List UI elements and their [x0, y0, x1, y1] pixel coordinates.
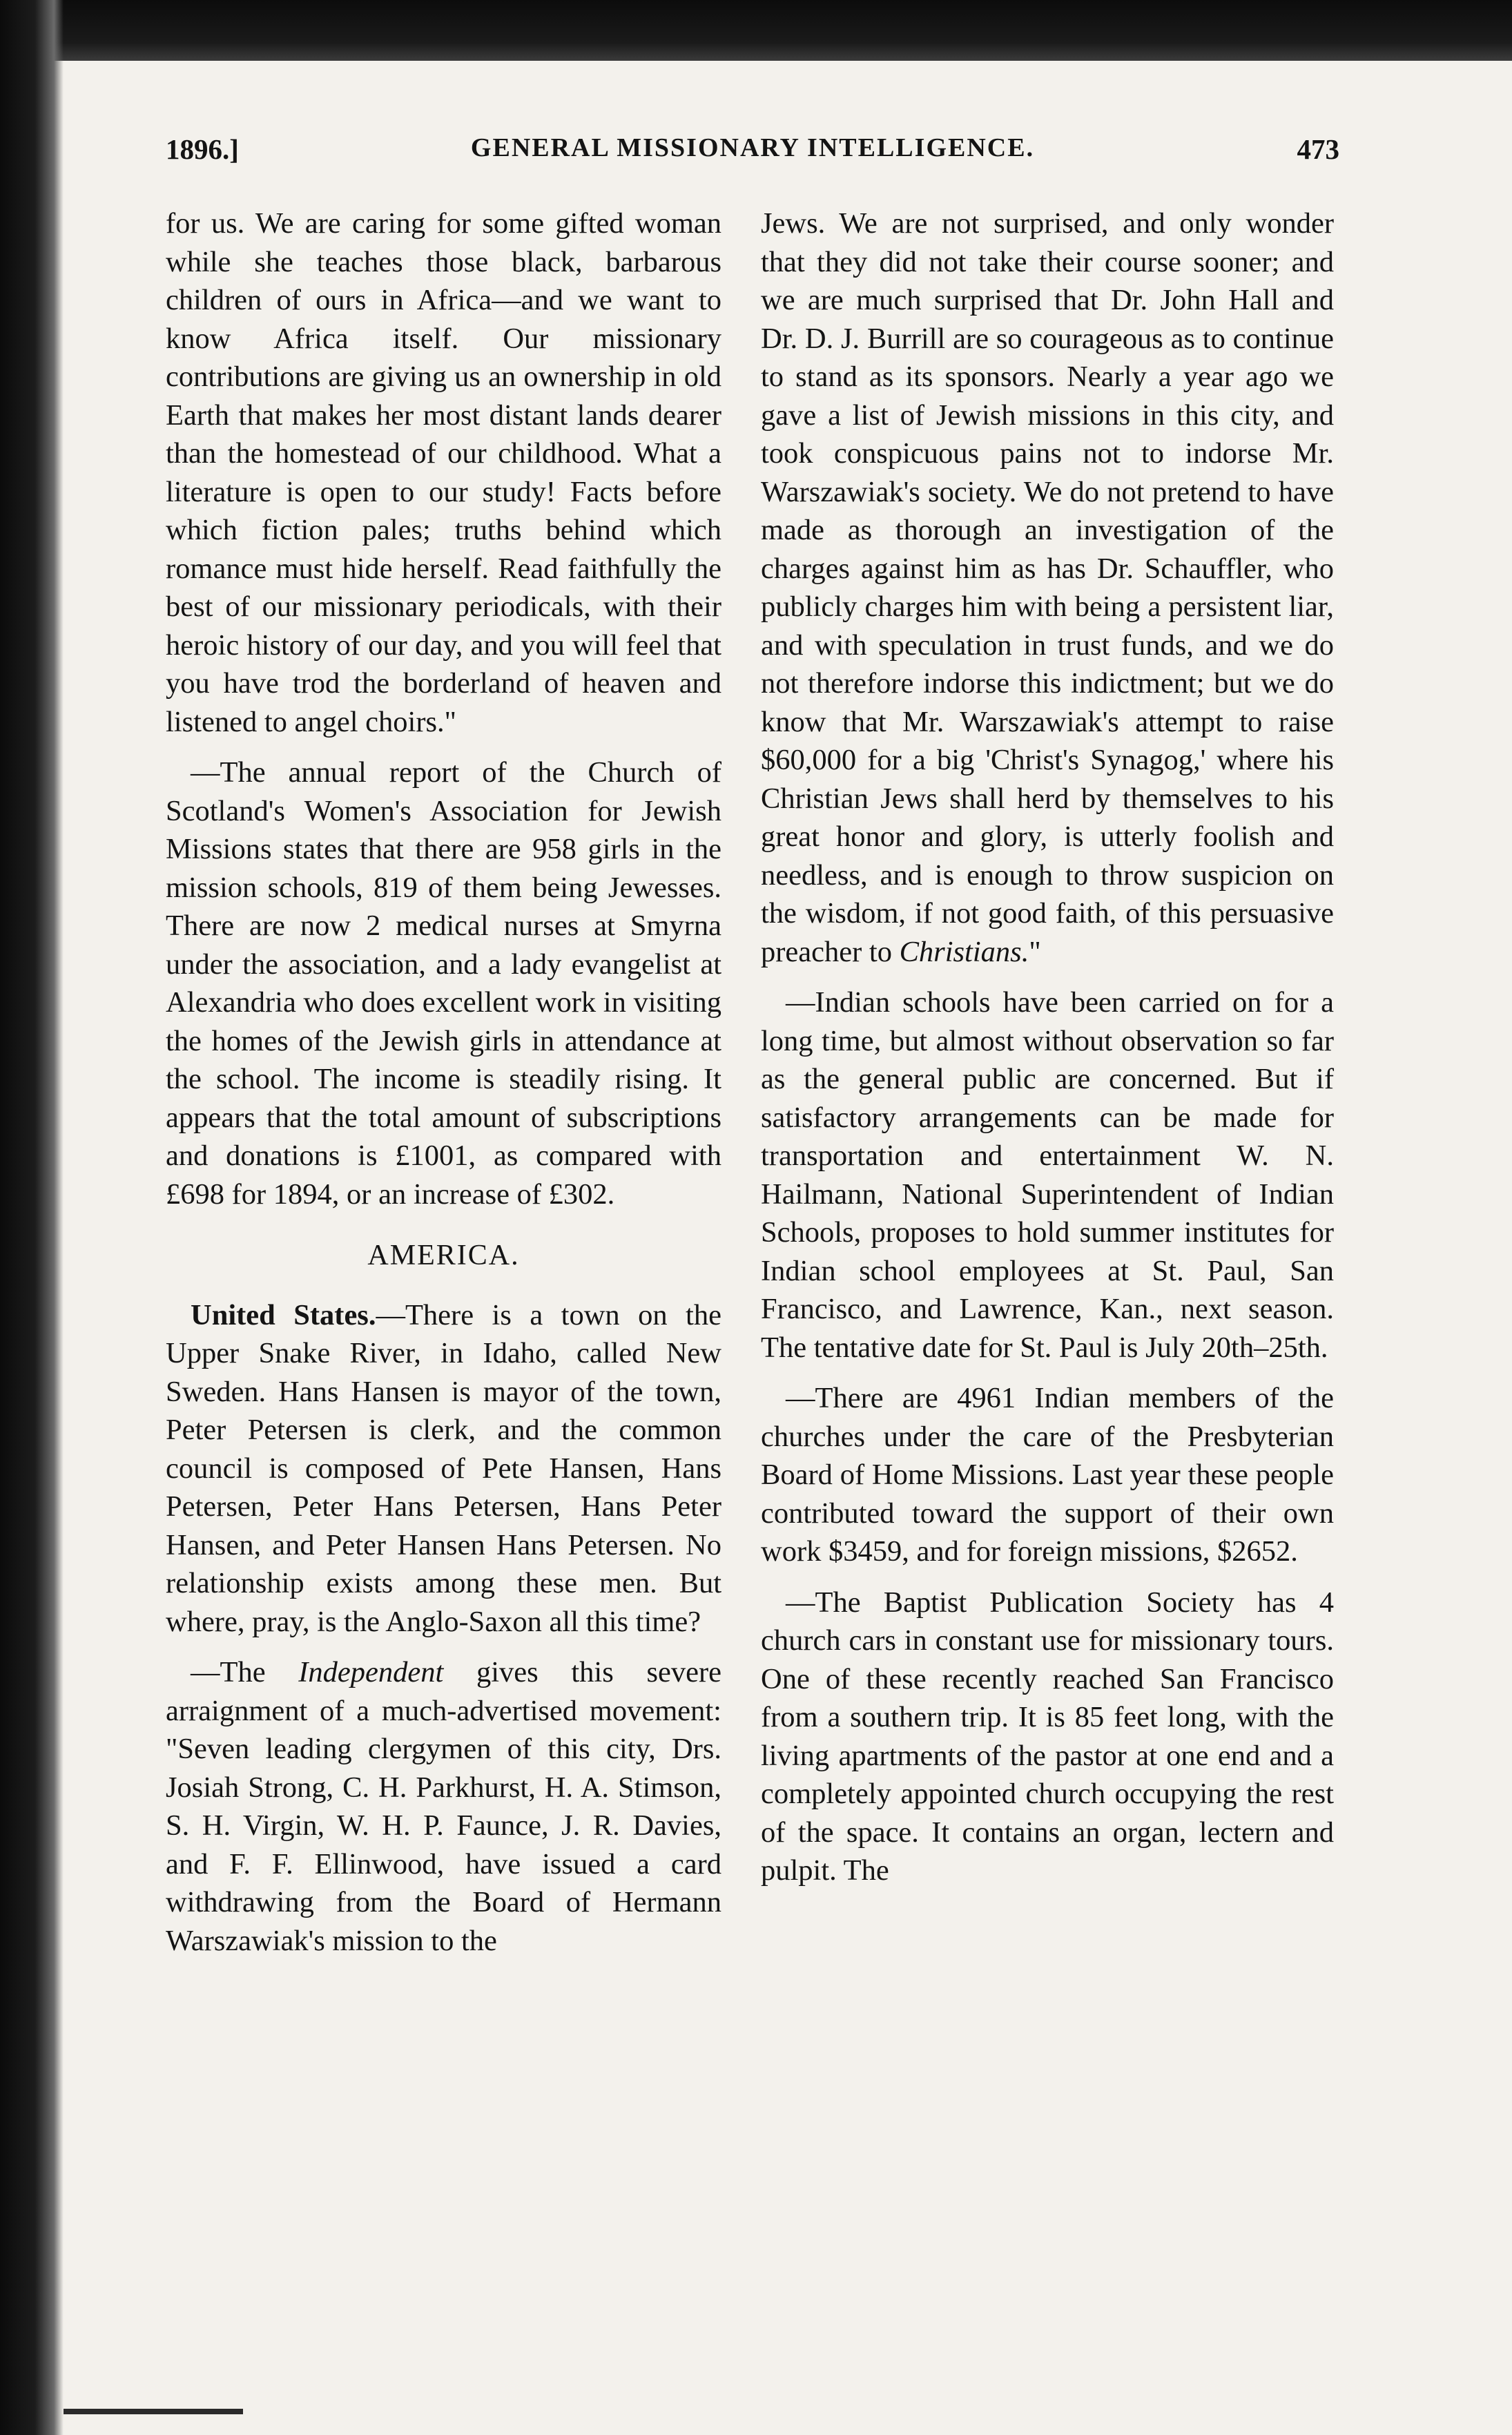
scan-bottom-mark	[64, 2409, 243, 2414]
section-heading-america: AMERICA.	[367, 1240, 520, 1271]
paragraph-missionary-literature: for us. We are caring for some gifted woman while she teaches those black, barbarous children of ours in Africa—and we want to know Africa itself. Our missionary contributions are giving us an ownership in old Earth that makes her most distant lands dearer than the homestead of our childhood. What a literature is open to our study! Facts before which fiction pales; truths behind which romance must hide herself. Read faithfully the best of our missionary periodicals, with their heroic history of our day, and you will feel that you have trod the borderland of heaven and listened to angel choirs."	[166, 207, 721, 738]
run-in-united-states: United States.	[191, 1298, 376, 1331]
header-year: 1896.]	[166, 133, 239, 165]
left-column	[166, 204, 721, 1972]
independent-text: gives this severe arraignment of a much-advertised movement: "Seven leading clergymen of this city, Drs. Josiah Strong, C. H. Parkhurst, H. A. Stimson, S. H. Virgin, W. H. P. Faunce, J. R. Davies, and F. F. Ellinwood, have issued a card withdrawing from the Board of Hermann Warszawiak's mission to the	[166, 1656, 721, 1957]
paragraph-independent-arraignment	[166, 1653, 721, 1960]
paragraph-indian-schools: —Indian schools have been carried on for a long time, but almost without observation so far as the general public are concerned. But if satisfactory arrangements can be made for transportation and entertainment W. N. Hailmann, National Superintendent of Indian Schools, proposes to hold summer institutes for Indian school employees at St. Paul, San Francisco, and Lawrence, Kan., next season. The tentative date for St. Paul is July 20th–25th.	[761, 986, 1334, 1364]
page-number: 473	[1297, 133, 1339, 165]
running-title: GENERAL MISSIONARY INTELLIGENCE.	[470, 133, 1035, 162]
independent-lead: —The	[191, 1656, 299, 1688]
scan-left-border	[0, 0, 64, 2435]
paragraph-warszawiak-continued	[761, 204, 1334, 971]
independent-title: Independent	[298, 1656, 444, 1688]
paragraph-new-sweden	[166, 1296, 721, 1642]
closing-quote: "	[1029, 935, 1041, 968]
right-column	[761, 204, 1334, 1903]
warszawiak-text: Jews. We are not surprised, and only wonder that they did not take their course sooner; and we are much surprised that Dr. John Hall and Dr. D. J. Burrill are so courageous as to continue to stand as its sponsors. Nearly a year ago we gave a list of Jewish missions in this city, and took conspicuous pains not to indorse Mr. Warszawiak's society. We do not pretend to have made as thorough an investigation of the charges against him as has Dr. Schauffler, who publicly charges him with being a persistent liar, and with speculation in trust funds, and we do not therefore indorse this indictment; but we do know that Mr. Warszawiak's attempt to raise $60,000 for a big 'Christ's Synagog,' where his Christian Jews shall herd by themselves to his great honor and glory, is utterly foolish and needless, and is enough to throw suspicion on the wisdom, if not good faith, of this persuasive preacher to	[761, 207, 1334, 968]
scan-top-border	[0, 0, 1512, 61]
paragraph-indian-members: —There are 4961 Indian members of the churches under the care of the Presbyterian Board of Home Missions. Last year these people contributed toward the support of their own work $3459, and for foreign missions, $2652.	[761, 1382, 1334, 1568]
paragraph-scotland-jewish-missions: —The annual report of the Church of Scotland's Women's Association for Jewish Missions states that there are 958 girls in the mission schools, 819 of them being Jewesses. There are now 2 medical nurses at Smyrna under the association, and a lady evangelist at Alexandria who does excellent work in visiting the homes of the Jewish girls in attendance at the school. The income is steadily rising. It appears that the total amount of subscriptions and donations is £1001, as compared with £698 for 1894, or an increase of £302.	[166, 756, 721, 1211]
new-sweden-text: —There is a town on the Upper Snake River, in Idaho, called New Sweden. Hans Hansen is mayor of the town, Peter Petersen is clerk, and the common council is composed of Pete Hansen, Hans Petersen, Peter Hans Petersen, Hans Peter Hansen, and Peter Hansen Hans Petersen. No relationship exists among these men. But where, pray, is the Anglo-Saxon all this time?	[166, 1298, 721, 1638]
paragraph-baptist-church-cars: —The Baptist Publication Society has 4 church cars in constant use for missionary tours. One of these recently reached San Francisco from a southern trip. It is 85 feet long, with the living apartments of the pastor at one end and a completely appointed church occupying the rest of the space. It contains an organ, lectern and pulpit. The	[761, 1586, 1334, 1887]
running-header	[166, 133, 1339, 174]
christians-italic: Christians.	[899, 935, 1029, 968]
